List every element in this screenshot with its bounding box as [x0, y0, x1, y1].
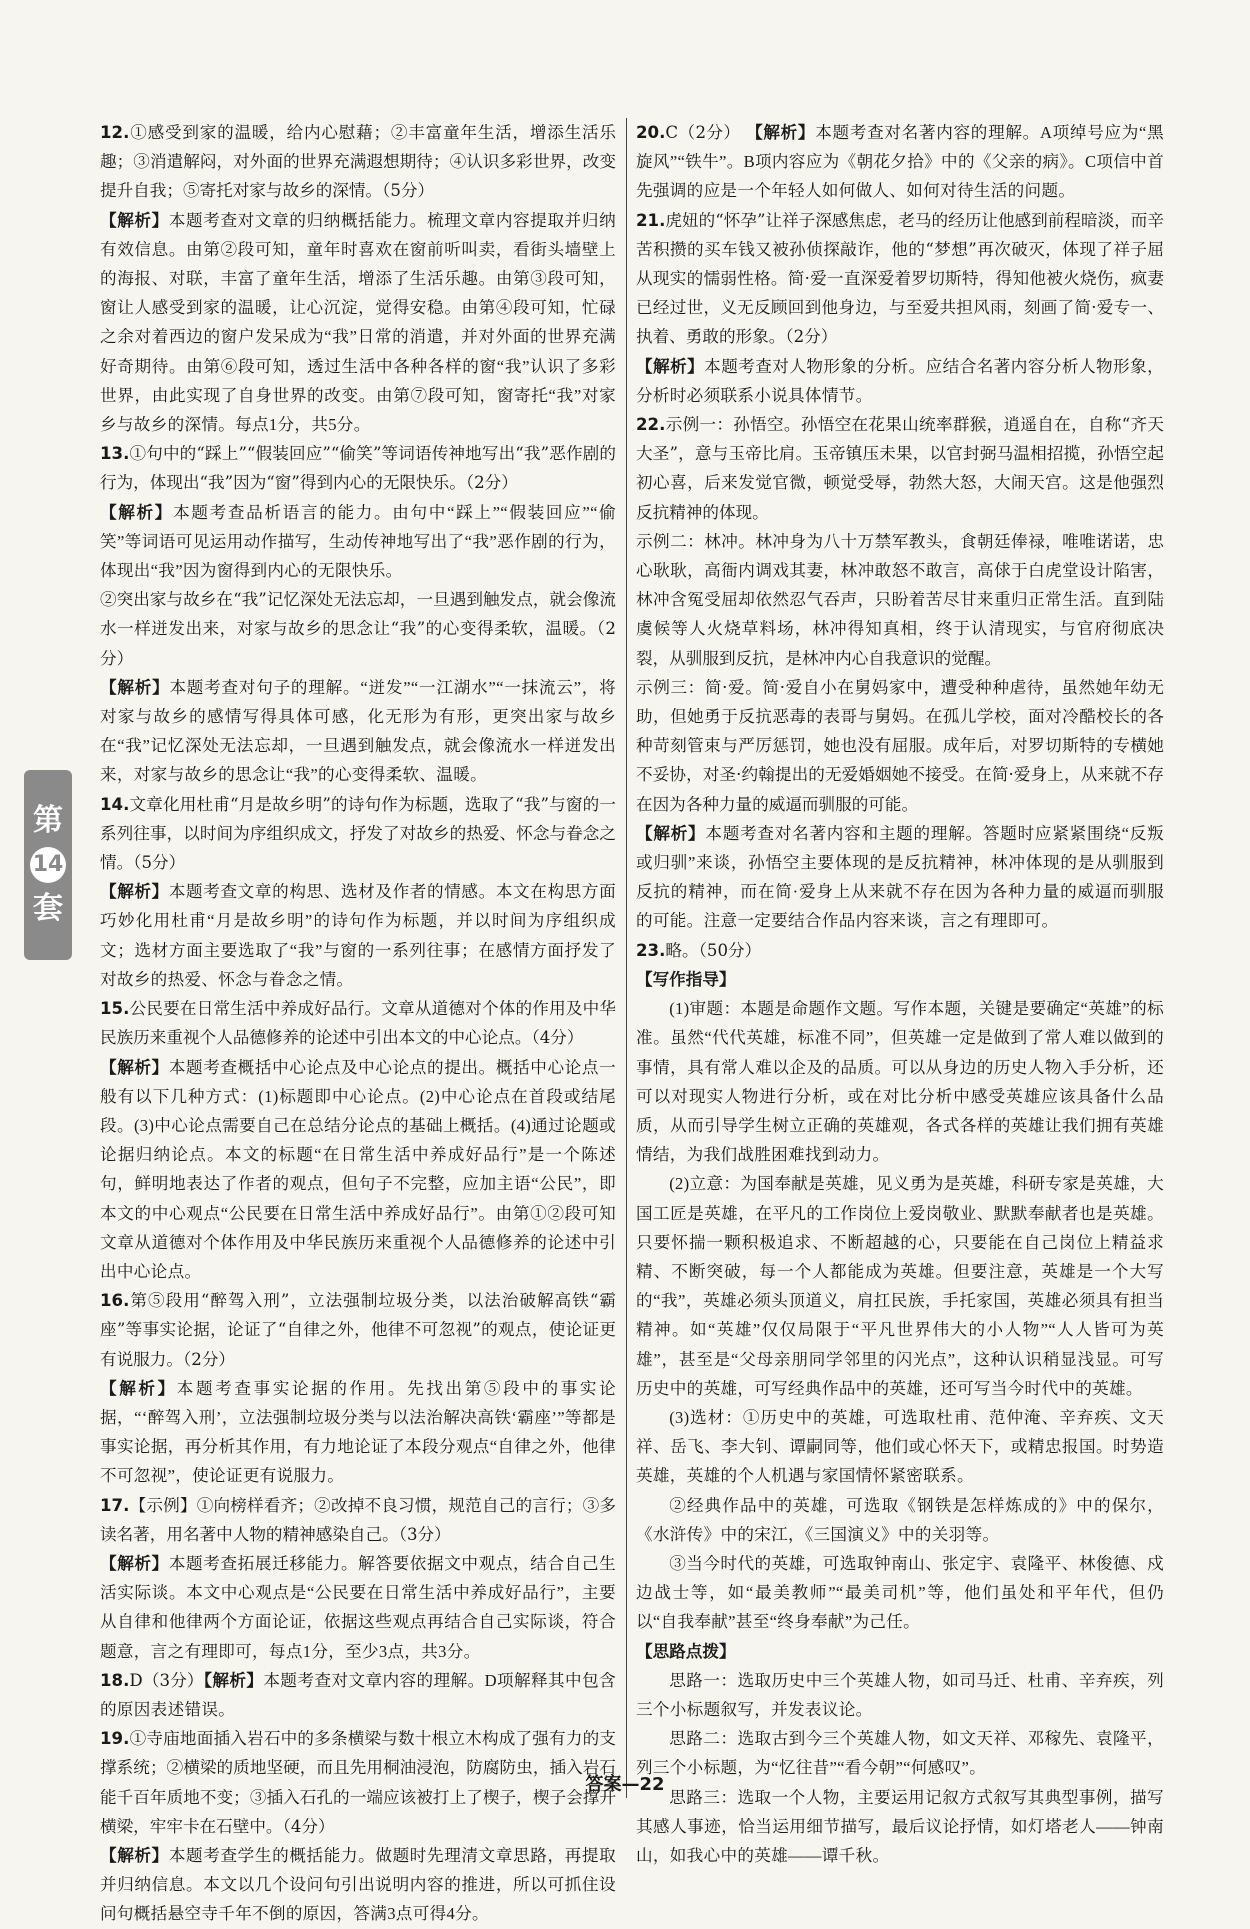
tip-2: 思路二：选取古到今三个英雄人物，如文天祥、邓稼先、袁隆平，列三个小标题，为“忆往昔”“看今朝”“何感叹”。 [636, 1729, 1164, 1778]
answer-18: D（3分） [129, 1670, 204, 1690]
question-23: 23.略。（50分） 【写作指导】 (1)审题：本题是命题作文题。写作本题，关键是要确定“英雄”的标准。虽然“代代英雄，标准不同”，但英雄一定是做到了常人难以做到的事情，具有常人难以企及的品质。可以从身边的历史人物入手分析，还可以对现实人物进行分析，或在对比分析中感受英雄应该具备什么品质，从而引导学生树立正确的英雄观，各式各样的英雄让我们拥有英雄情结，为我们战胜困难找到动力。 (2)立意：为国奉献是英雄，见义勇为是英雄，科研专家是英雄，大国工匠是英雄，在平凡的工作岗位上爱岗敬业、默默奉献者也是英雄。只要怀揣一颗积极追求、不断超越的心，只要能在自己岗位上精益求精、不断突破，每一个人都能成为英雄。但要注意，英雄是一个大写的“我”，英雄必须头顶道义，肩扛民族，手托家国，英雄必须具有担当精神。如“英雄”仅仅局限于“平凡世界伟大的小人物”“人人皆可为英雄”，甚至是“父母亲朋同学邻里的闪光点”，这种认识稍显浅显。可写历史中的英雄，可写经典作品中的英雄，还可写当今时代中的英雄。 (3)选材：①历史中的英雄，可选取杜甫、范仲淹、辛弃疾、文天祥、岳飞、李大钊、谭嗣同等，他们或心怀天下，或精忠报国。时势造英雄，英雄的个人机遇与家国情怀紧密联系。 ②经典作品中的英雄，可选取《钢铁是怎样炼成的》中的保尔，《水浒传》中的宋江，《三国演义》中的关羽等。 ③当今时代的英雄，可选取钟南山、张定宇、袁隆平、林俊德、戍边战士等，如“最美教师”“最美司机”等，他们虽处和平年代，但仍以“自我奉献”甚至“终身奉献”为己任。 【思路点拨】 思路一：选取历史中三个英雄人物，如司马迁、杜甫、辛弃疾，列三个小标题叙写，并发表议论。 思路二：选取古到今三个英雄人物，如文天祥、邓稼先、袁隆平，列三个小标题，为“忆往昔”“看今朝”“何感叹”。 思路三：选取一个人物，主要运用记叙方式叙写其典型事例，描写其感人事迹，恰当运用细节描写，最后议论抒情，如灯塔老人——钟南山，如我心中的英雄——谭千秋。 [636, 936, 1164, 1871]
question-22: 22.示例一：孙悟空。孙悟空在花果山统率群猴，逍遥自在，自称“齐天大圣”，意与玉帝比肩。玉帝镇压未果，以官封弼马温相招揽，孙悟空起初心喜，后来发觉官微，顿觉受辱，勃然大怒，大闹天宫。这是他强烈反抗精神的体现。 示例二：林冲。林冲身为八十万禁军教头，食朝廷俸禄，唯唯诺诺，忠心耿耿，高衙内调戏其妻，林冲敢怒不敢言，高俅于白虎堂设计陷害，林冲含冤受屈却依然忍气吞声，只盼着苦尽甘来重归正常生活。直到陆虞候等人火烧草料场，林冲得知真相，终于认清现实，与官府彻底决裂，从驯服到反抗，是林冲内心自我意识的觉醒。 示例三：简·爱。简·爱自小在舅妈家中，遭受种种虐待，虽然她年幼无助，但她勇于反抗恶毒的表哥与舅妈。在孤儿学校，面对冷酷校长的各种苛刻管束与严厉惩罚，她也没有屈服。成年后，对罗切斯特的专横她不妥协，对圣·约翰提出的无爱婚姻她不接受。在简·爱身上，从来就不存在因为各种力量的威逼而驯服的可能。 【解析】本题考查对名著内容和主题的理解。答题时应紧紧围绕“反叛或归驯”来谈，孙悟空主要体现的是反抗精神，林冲体现的是从驯服到反抗的精神，而在简·爱身上从来就不存在因为各种力量的威逼而驯服的可能。注意一定要结合作品内容来谈，言之有理即可。 [636, 415, 1164, 931]
question-16: 16.第⑤段用“醉驾入刑”，立法强制垃圾分类，以法治破解高铁“霸座”等事实论据，论证了“自律之外，他律不可忽视”的观点，使论证更有说服力。（2分） 【解析】本题考查事实论据的作用。先找出第⑤段中的事实论据，“‘醉驾入刑’，立法强制垃圾分类与以法治解决高铁‘霸座’”等都是事实论据，再分析其作用，有力地论证了本段分观点“自律之外，他律不可忽视”，使论证更有说服力。 [100, 1291, 616, 1486]
question-12: 12.①感受到家的温暖，给内心慰藉；②丰富童年生活，增添生活乐趣；③消遣解闷，对外面的世界充满遐想期待；④认识多彩世界，改变提升自我；⑤寄托对家与故乡的深情。（5分） 【解析】本题考查对文章的归纳概括能力。梳理文章内容提取并归纳有效信息。由第②段可知，童年时喜欢在窗前听叫卖，看街头墙壁上的海报、对联，丰富了童年生活，增添了生活乐趣。由第③段可知，窗让人感受到家的温暖，让心沉淀，觉得安稳。由第④段可知，忙碌之余对着西边的窗户发呆成为“我”日常的消遣，并对外面的世界充满好奇期待。由第⑥段可知，透过生活中各种各样的窗“我”认识了多彩世界，由此实现了自身世界的改变。由第⑦段可知，窗寄托“我”对家乡与故乡的深情。每点1分，共5分。 [100, 123, 616, 435]
answer-13: ①句中的“踩上”“假装回应”“偷笑”等词语传神地写出“我”恶作剧的行为，体现出“我”因为“窗”得到内心的无限快乐。（2分） [100, 444, 616, 493]
writing-guide-5: ③当今时代的英雄，可选取钟南山、张定宇、袁隆平、林俊德、戍边战士等，如“最美教师”“最美司机”等，他们虽处和平年代，但仍以“自我奉献”甚至“终身奉献”为己任。 [636, 1553, 1164, 1632]
writing-guide-3: (3)选材：①历史中的英雄，可选取杜甫、范仲淹、辛弃疾、文天祥、岳飞、李大钊、谭嗣同等，他们或心怀天下，或精忠报国。时势造英雄，英雄的个人机遇与家国情怀紧密联系。 [636, 1407, 1164, 1486]
answer-19: ①寺庙地面插入岩石中的多条横梁与数十根立木构成了强有力的支撑系统；②横梁的质地坚硬，而且先用桐油浸泡，防腐防虫，插入岩石能千百年质地不变；③插入石孔的一端应该被打上了楔子，楔子会撑开横梁，牢牢卡在石壁中。（4分） [100, 1729, 616, 1836]
writing-guide-1: (1)审题：本题是命题作文题。写作本题，关键是要确定“英雄”的标准。虽然“代代英雄，标准不同”，但英雄一定是做到了常人难以做到的事情，具有常人难以企及的品质。可以从身边的历史人物入手分析，还可以对现实人物进行分析，或在对比分析中感受英雄应该具备什么品质，从而引导学生树立正确的英雄观，各式各样的英雄让我们拥有英雄情结，为我们战胜困难找到动力。 [636, 999, 1164, 1165]
tip-3: 思路三：选取一个人物，主要运用记叙方式叙写其典型事例，描写其感人事迹，恰当运用细节描写，最后议论抒情，如灯塔老人——钟南山，如我心中的英雄——谭千秋。 [636, 1787, 1164, 1865]
answer-14: 文章化用杜甫“月是故乡明”的诗句作为标题，选取了“我”与窗的一系列往事，以时间为序组织成文，抒发了对故乡的热爱、怀念与眷念之情。（5分） [100, 794, 616, 873]
answer-13-part2: ②突出家与故乡在“我”记忆深处无法忘却，一旦遇到触发点，就会像流水一样迸发出来，对家与故乡的思念让“我”的心变得柔软，温暖。（2分） [100, 590, 616, 668]
analysis-13: 本题考查品析语言的能力。由句中“踩上”“假装回应”“偷笑”等词语可见运用动作描写，生动传神地写出了“我”恶作剧的行为，体现出“我”因为窗得到内心的无限快乐。 [100, 502, 616, 581]
question-21: 21.虎妞的“怀孕”让祥子深感焦虑，老马的经历让他感到前程暗淡，而辛苦积攒的买车钱又被孙侦探敲诈，他的“梦想”再次破灭，体现了祥子屈从现实的懦弱性格。简·爱一直深爱着罗切斯特，得知他被火烧伤，疯妻已经过世，义无反顾回到他身边，与至爱共担风雨，刻画了简·爱专一、执着、勇敢的形象。（2分） 【解析】本题考查对人物形象的分析。应结合名著内容分析人物形象，分析时必须联系小说具体情节。 [636, 210, 1164, 405]
set-number-tab: 第 14 套 [24, 770, 72, 960]
writing-guide-2: (2)立意：为国奉献是英雄，见义勇为是英雄，科研专家是英雄，大国工匠是英雄，在平凡的工作岗位上爱岗敬业、默默奉献者也是英雄。只要怀揣一颗积极追求、不断超越的心，只要能在自己岗位上精益求精、不断突破，每一个人都能成为英雄。但要注意，英雄是一个大写的“我”，英雄必须头顶道义，肩扛民族，手托家国，英雄必须具有担当精神。如“英雄”仅仅局限于“平凡世界伟大的小人物”“人人皆可为英雄”，甚至是“父母亲朋同学邻里的闪光点”，这种认识稍显浅显。可写历史中的英雄，可写经典作品中的英雄，还可写当今时代中的英雄。 [636, 1174, 1164, 1398]
tips-heading: 【思路点拨】 [636, 1641, 736, 1661]
answer-22-example3: 示例三：简·爱。简·爱自小在舅妈家中，遭受种种虐待，虽然她年幼无助，但她勇于反抗恶毒的表哥与舅妈。在孤儿学校，面对冷酷校长的各种苛刻管束与严厉惩罚，她也没有屈服。成年后，对罗切斯特的专横她不妥协，对圣·约翰提出的无爱婚姻她不接受。在简·爱身上，从来就不存在因为各种力量的威逼而驯服的可能。 [636, 677, 1164, 814]
set-number: 14 [30, 847, 66, 883]
writing-guide-4: ②经典作品中的英雄，可选取《钢铁是怎样炼成的》中的保尔，《水浒传》中的宋江，《三国演义》中的关羽等。 [636, 1495, 1164, 1544]
answer-22-example2: 示例二：林冲。林冲身为八十万禁军教头，食朝廷俸禄，唯唯诺诺，忠心耿耿，高衙内调戏其妻，林冲敢怒不敢言，高俅于白虎堂设计陷害，林冲含冤受屈却依然忍气吞声，只盼着苦尽甘来重归正常生活。直到陆虞候等人火烧草料场，林冲得知真相，终于认清现实，与官府彻底决裂，从驯服到反抗，是林冲内心自我意识的觉醒。 [636, 531, 1164, 668]
writing-guide-heading: 【写作指导】 [636, 969, 736, 989]
right-column [636, 118, 1164, 1870]
analysis-20: 本题考查对名著内容的理解。A项绰号应为“黑旋风”“铁牛”。B项内容应为《朝花夕拾》中的《父亲的病》。C项信中首先强调的应是一个年轻人如何做人、如何对待生活的问题。 [636, 123, 1164, 201]
analysis-21: 本题考查对人物形象的分析。应结合名著内容分析人物形象，分析时必须联系小说具体情节。 [636, 356, 1164, 405]
question-17: 17.【示例】①向榜样看齐；②改掉不良习惯，规范自己的言行；③多读名著，用名著中人物的精神感染自己。（3分） 【解析】本题考查拓展迁移能力。解答要依据文中观点，结合自己生活实际谈。本文中心观点是“公民要在日常生活中养成好品行”，主要从自律和他律两个方面论证，依据这些观点再结合自己实际谈，符合题意，言之有理即可，每点1分，至少3点，共3分。 [100, 1495, 616, 1661]
column-divider [626, 118, 627, 1798]
page-number: 答案—22 [585, 1774, 665, 1795]
analysis-12: 本题考查对文章的归纳概括能力。梳理文章内容提取并归纳有效信息。由第②段可知，童年时喜欢在窗前听叫卖，看街头墙壁上的海报、对联，丰富了童年生活，增添了生活乐趣。由第③段可知，窗让人感受到家的温暖，让心沉淀，觉得安稳。由第④段可知，忙碌之余对着西边的窗户发呆成为“我”日常的消遣，并对外面的世界充满好奇期待。由第⑥段可知，透过生活中各种各样的窗“我”认识了多彩世界，由此实现了自身世界的改变。由第⑦段可知，窗寄托“我”对家乡与故乡的深情。每点1分，共5分。 [100, 210, 616, 435]
answer-12: ①感受到家的温暖，给内心慰藉；②丰富童年生活，增添生活乐趣；③消遣解闷，对外面的世界充满遐想期待；④认识多彩世界，改变提升自我；⑤寄托对家与故乡的深情。（5分） [100, 123, 616, 201]
analysis-16: 本题考查事实论据的作用。先找出第⑤段中的事实论据，“‘醉驾入刑’，立法强制垃圾分类与以法治解决高铁‘霸座’”等都是事实论据，再分析其作用，有力地论证了本段分观点“自律之外，他律不可忽视”，使论证更有说服力。 [100, 1378, 616, 1486]
analysis-17: 本题考查拓展迁移能力。解答要依据文中观点，结合自己生活实际谈。本文中心观点是“公民要在日常生活中养成好品行”，主要从自律和他律两个方面论证，依据这些观点再结合自己实际谈，符合题意，言之有理即可，每点1分，至少3点，共3分。 [100, 1553, 616, 1661]
answer-22-example1: 示例一：孙悟空。孙悟空在花果山统率群猴，逍遥自在，自称“齐天大圣”，意与玉帝比肩。玉帝镇压未果，以官封弼马温相招揽，孙悟空起初心喜，后来发觉官微，顿觉受辱，勃然大怒，大闹天宫。这是他强烈反抗精神的体现。 [636, 415, 1164, 522]
answer-20: C（2分） [665, 123, 741, 142]
question-15: 15.公民要在日常生活中养成好品行。文章从道德对个体的作用及中华民族历来重视个人品德修养的论述中引出本文的中心论点。（4分） 【解析】本题考查概括中心论点及中心论点的提出。概括中心论点一般有以下几种方式：(1)标题即中心论点。(2)中心论点在首段或结尾段。(3)中心论点需要自己在总结分论点的基础上概括。(4)通过论题或论据归纳论点。本文的标题“在日常生活中养成好品行”是一个陈述句，鲜明地表达了作者的观点，但句子不完整，应加主语“公民”，即本文的中心观点“公民要在日常生活中养成好品行”。由第①②段可知文章从道德对个体作用及中华民族历来重视个人品德修养的论述中引出中心论点。 [100, 999, 616, 1281]
analysis-14: 本题考查文章的构思、选材及作者的情感。本文在构思方面巧妙化用杜甫“月是故乡明”的诗句作为标题，并以时间为序组织成文；选材方面主要选取了“我”与窗的一系列往事；在感情方面抒发了对故乡的热爱、怀念与眷念之情。 [100, 882, 616, 989]
answer-23: 略。（50分） [665, 940, 762, 960]
question-18: 18.D（3分）【解析】本题考查对文章内容的理解。D项解释其中包含的原因表述错误。 [100, 1670, 616, 1719]
analysis-15: 本题考查概括中心论点及中心论点的提出。概括中心论点一般有以下几种方式：(1)标题即中心论点。(2)中心论点在首段或结尾段。(3)中心论点需要自己在总结分论点的基础上概括。(4)通过论题或论据归纳论点。本文的标题“在日常生活中养成好品行”是一个陈述句，鲜明地表达了作者的观点，但句子不完整，应加主语“公民”，即本文的中心观点“公民要在日常生活中养成好品行”。由第①②段可知文章从道德对个体作用及中华民族历来重视个人品德修养的论述中引出中心论点。 [100, 1057, 616, 1281]
analysis-19: 本题考查学生的概括能力。做题时先理清文章思路，再提取并归纳信息。本文以几个设问句引出说明内容的推进，所以可抓住设问句概括悬空寺千年不倒的原因，答满3点可得4分。 [100, 1845, 616, 1924]
question-19: 19.①寺庙地面插入岩石中的多条横梁与数十根立木构成了强有力的支撑系统；②横梁的质地坚硬，而且先用桐油浸泡，防腐防虫，插入岩石能千百年质地不变；③插入石孔的一端应该被打上了楔子，楔子会撑开横梁，牢牢卡在石壁中。（4分） 【解析】本题考查学生的概括能力。做题时先理清文章思路，再提取并归纳信息。本文以几个设问句引出说明内容的推进，所以可抓住设问句概括悬空寺千年不倒的原因，答满3点可得4分。 [100, 1729, 616, 1924]
answer-17: 【示例】①向榜样看齐；②改掉不良习惯，规范自己的言行；③多读名著，用名著中人物的精神感染自己。（3分） [100, 1495, 616, 1544]
answer-15: 公民要在日常生活中养成好品行。文章从道德对个体的作用及中华民族历来重视个人品德修养的论述中引出本文的中心论点。（4分） [100, 999, 616, 1048]
answer-16: 第⑤段用“醉驾入刑”，立法强制垃圾分类，以法治破解高铁“霸座”等事实论据，论证了“自律之外，他律不可忽视”的观点，使论证更有说服力。（2分） [100, 1291, 616, 1369]
analysis-22: 本题考查对名著内容和主题的理解。答题时应紧紧围绕“反叛或归驯”来谈，孙悟空主要体现的是反抗精神，林冲体现的是从驯服到反抗的精神，而在简·爱身上从来就不存在因为各种力量的威逼而驯服的可能。注意一定要结合作品内容来谈，言之有理即可。 [636, 823, 1164, 931]
answer-21: 虎妞的“怀孕”让祥子深感焦虑，老马的经历让他感到前程暗淡，而辛苦积攒的买车钱又被孙侦探敲诈，他的“梦想”再次破灭，体现了祥子屈从现实的懦弱性格。简·爱一直深爱着罗切斯特，得知他被火烧伤，疯妻已经过世，义无反顾回到他身边，与至爱共担风雨，刻画了简·爱专一、执着、勇敢的形象。（2分） [636, 210, 1164, 347]
question-13: 13.①句中的“踩上”“假装回应”“偷笑”等词语传神地写出“我”恶作剧的行为，体现出“我”因为“窗”得到内心的无限快乐。（2分） 【解析】本题考查品析语言的能力。由句中“踩上”“假装回应”“偷笑”等词语可见运用动作描写，生动传神地写出了“我”恶作剧的行为，体现出“我”因为窗得到内心的无限快乐。 ②突出家与故乡在“我”记忆深处无法忘却，一旦遇到触发点，就会像流水一样迸发出来，对家与故乡的思念让“我”的心变得柔软，温暖。（2分） 【解析】本题考查对句子的理解。“迸发”“一江湖水”“一抹流云”，将对家与故乡的感情写得具体可感，化无形为有形，更突出家与故乡在“我”记忆深处无法忘却，一旦遇到触发点，就会像流水一样迸发出来，对家与故乡的思念让“我”的心变得柔软、温暖。 [100, 444, 616, 785]
question-20: 20.C（2分） 【解析】本题考查对名著内容的理解。A项绰号应为“黑旋风”“铁牛”。B项内容应为《朝花夕拾》中的《父亲的病》。C项信中首先强调的应是一个年轻人如何做人、如何对待生活的问题。 [636, 123, 1164, 201]
question-14: 14.文章化用杜甫“月是故乡明”的诗句作为标题，选取了“我”与窗的一系列往事，以时间为序组织成文，抒发了对故乡的热爱、怀念与眷念之情。（5分） 【解析】本题考查文章的构思、选材及作者的情感。本文在构思方面巧妙化用杜甫“月是故乡明”的诗句作为标题，并以时间为序组织成文；选材方面主要选取了“我”与窗的一系列往事；在感情方面抒发了对故乡的热爱、怀念与眷念之情。 [100, 794, 616, 989]
left-column [100, 118, 616, 1929]
analysis-18: 本题考查对文章内容的理解。D项解释其中包含的原因表述错误。 [100, 1670, 616, 1719]
analysis-13-part2: 本题考查对句子的理解。“迸发”“一江湖水”“一抹流云”，将对家与故乡的感情写得具体可感，化无形为有形，更突出家与故乡在“我”记忆深处无法忘却，一旦遇到触发点，就会像流水一样迸发出来，对家与故乡的思念让“我”的心变得柔软、温暖。 [100, 677, 616, 785]
tip-1: 思路一：选取历史中三个英雄人物，如司马迁、杜甫、辛弃疾，列三个小标题叙写，并发表议论。 [636, 1670, 1164, 1719]
